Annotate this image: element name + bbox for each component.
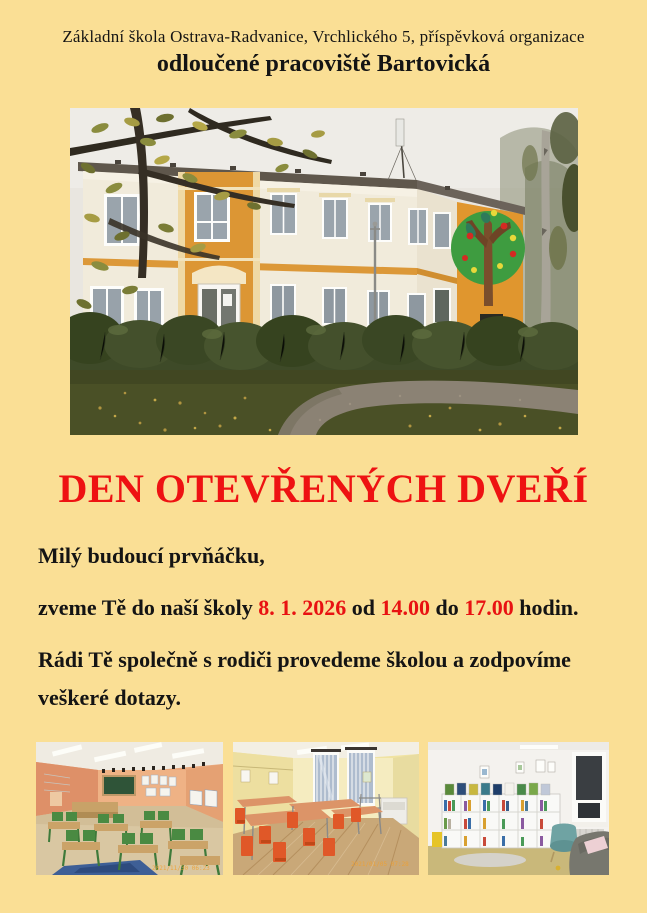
camera-timestamp: 2021/01/05 07:28 xyxy=(351,861,409,868)
closing-line-1: Rádi Tě společně s rodiči provedeme školou a zodpovíme xyxy=(38,647,571,672)
dining-room-illustration xyxy=(233,742,419,875)
invite-date: 8. 1. 2026 xyxy=(258,595,347,620)
greeting-line: Milý budoucí prvňáčku, xyxy=(38,543,265,568)
invite-line xyxy=(38,589,613,627)
invite-suffix: hodin. xyxy=(513,595,579,620)
library-photo xyxy=(428,742,609,875)
page-title: DEN OTEVŘENÝCH DVEŘÍ xyxy=(58,466,589,511)
dining-room-photo xyxy=(233,742,419,875)
school-name: Základní škola Ostrava-Radvanice, Vrchlického 5, příspěvková organizace xyxy=(62,27,585,46)
invitation-text xyxy=(38,537,613,717)
invite-time-to: 17.00 xyxy=(464,595,514,620)
invite-prefix: zveme Tě do naší školy xyxy=(38,595,259,620)
photo-gallery xyxy=(36,742,609,875)
library-illustration xyxy=(428,742,609,875)
classroom-illustration xyxy=(36,742,223,875)
camera-timestamp: 2021/11/30 06:23 xyxy=(152,865,210,872)
flyer-header xyxy=(0,27,647,78)
school-building-illustration xyxy=(70,108,578,435)
bookshelves xyxy=(442,783,560,848)
classroom-photo xyxy=(36,742,223,875)
branch-name: odloučené pracoviště Bartovická xyxy=(156,51,491,77)
school-building-photo xyxy=(70,108,578,435)
invite-od: od xyxy=(346,595,381,620)
closing-line-2: veškeré dotazy. xyxy=(38,685,181,710)
invite-time-from: 14.00 xyxy=(380,595,430,620)
invite-do: do xyxy=(429,595,465,620)
